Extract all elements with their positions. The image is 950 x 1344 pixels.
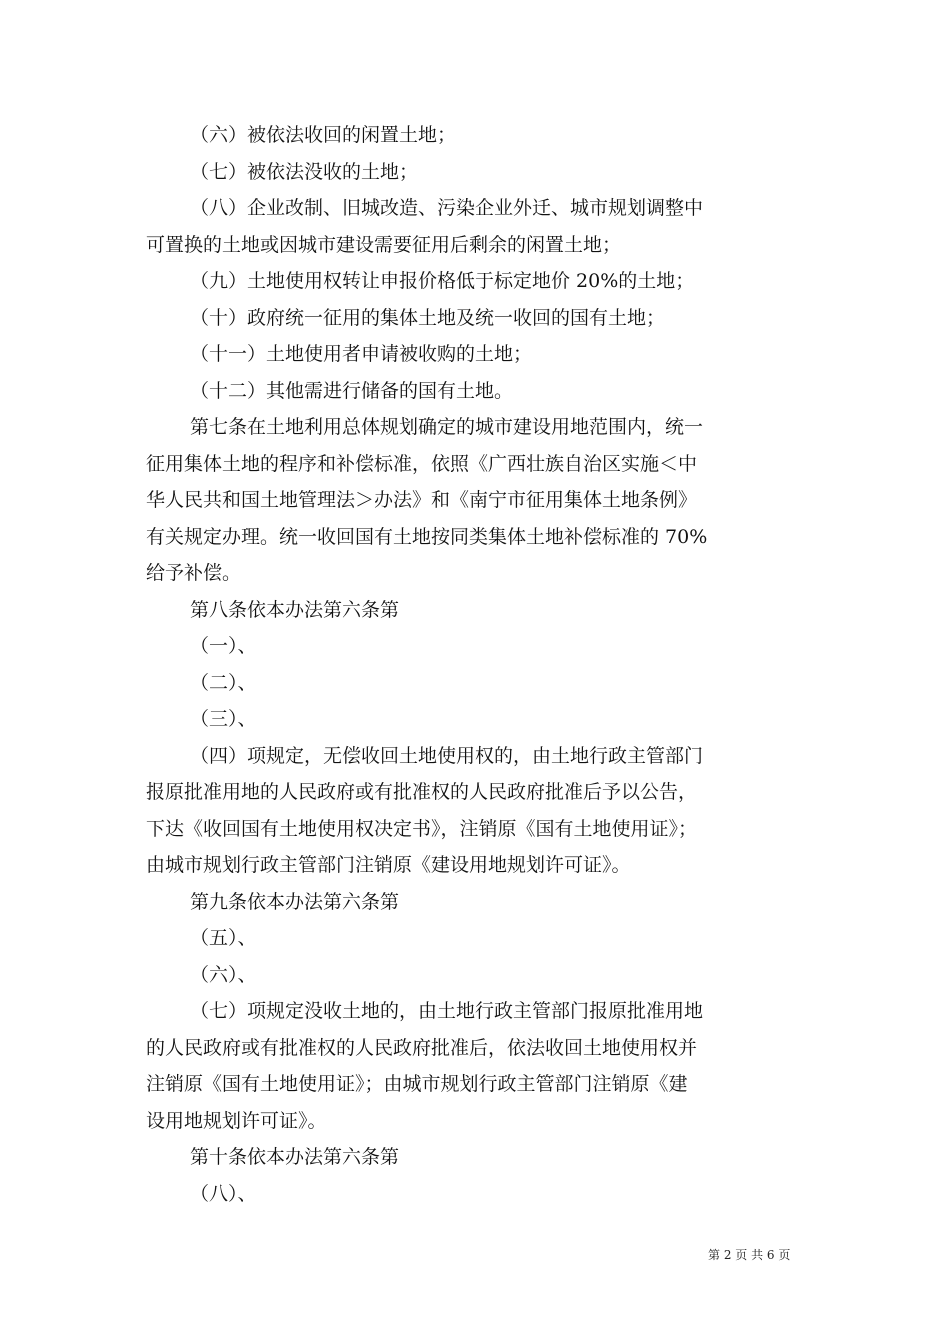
paragraph-line: （八）企业改制、旧城改造、污染企业外迁、城市规划调整中 (190, 197, 704, 219)
paragraph-line: 华人民共和国土地管理法＞办法》和《南宁市征用集体土地条例》 (146, 489, 698, 511)
paragraph-line: 下达《收回国有土地使用权决定书》，注销原《国有土地使用证》； (146, 817, 698, 840)
paragraph-line: 征用集体土地的程序和补偿标准，依照《广西壮族自治区实施＜中 (146, 452, 698, 475)
paragraph-line: （八）、 (190, 1182, 257, 1205)
paragraph-line: 可置换的土地或因城市建设需要征用后剩余的闲置土地； (146, 233, 622, 256)
paragraph-line: （三）、 (190, 708, 257, 730)
document-body (146, 117, 826, 1212)
paragraph-line: （一）、 (190, 635, 257, 657)
paragraph-line: 报原批准用地的人民政府或有批准权的人民政府批准后予以公告， (146, 781, 698, 803)
article-10-line: 第十条依本办法第六条第 (190, 1146, 400, 1168)
paragraph-line: （七）被依法没收的土地； (190, 160, 419, 183)
paragraph-line: 注销原《国有土地使用证》；由城市规划行政主管部门注销原《建 (146, 1073, 688, 1095)
paragraph-line: 有关规定办理。统一收回国有土地按同类集体土地补偿标准的 70% (146, 525, 708, 548)
paragraph-line: （五）、 (190, 927, 257, 949)
paragraph-line: （九）土地使用权转让申报价格低于标定地价 20%的土地； (190, 270, 695, 292)
paragraph-line: （十二）其他需进行储备的国有土地。 (190, 379, 514, 402)
paragraph-line: （十一）土地使用者申请被收购的土地； (190, 343, 533, 365)
paragraph-line: 设用地规划许可证》。 (146, 1109, 327, 1132)
article-9-line: 第九条依本办法第六条第 (190, 890, 400, 913)
paragraph-line: （六）、 (190, 963, 257, 986)
paragraph-line: （十）政府统一征用的集体土地及统一收回的国有土地； (190, 306, 666, 329)
paragraph-line: （六）被依法收回的闲置土地； (190, 124, 457, 146)
paragraph-line: 的人民政府或有批准权的人民政府批准后，依法收回土地使用权并 (146, 1036, 698, 1059)
page-number-footer: 第 2 页 共 6 页 (708, 1248, 791, 1262)
paragraph-line: 由城市规划行政主管部门注销原《建设用地规划许可证》。 (146, 854, 631, 876)
paragraph-line: （四）项规定，无偿收回土地使用权的，由土地行政主管部门 (190, 744, 704, 767)
paragraph-line: （二）、 (190, 671, 257, 694)
paragraph-line: （七）项规定没收土地的，由土地行政主管部门报原批准用地 (190, 1000, 704, 1022)
article-8-line: 第八条依本办法第六条第 (190, 598, 400, 621)
article-7-line: 第七条在土地利用总体规划确定的城市建设用地范围内，统一 (190, 416, 704, 438)
paragraph-line: 给予补偿。 (146, 562, 242, 584)
